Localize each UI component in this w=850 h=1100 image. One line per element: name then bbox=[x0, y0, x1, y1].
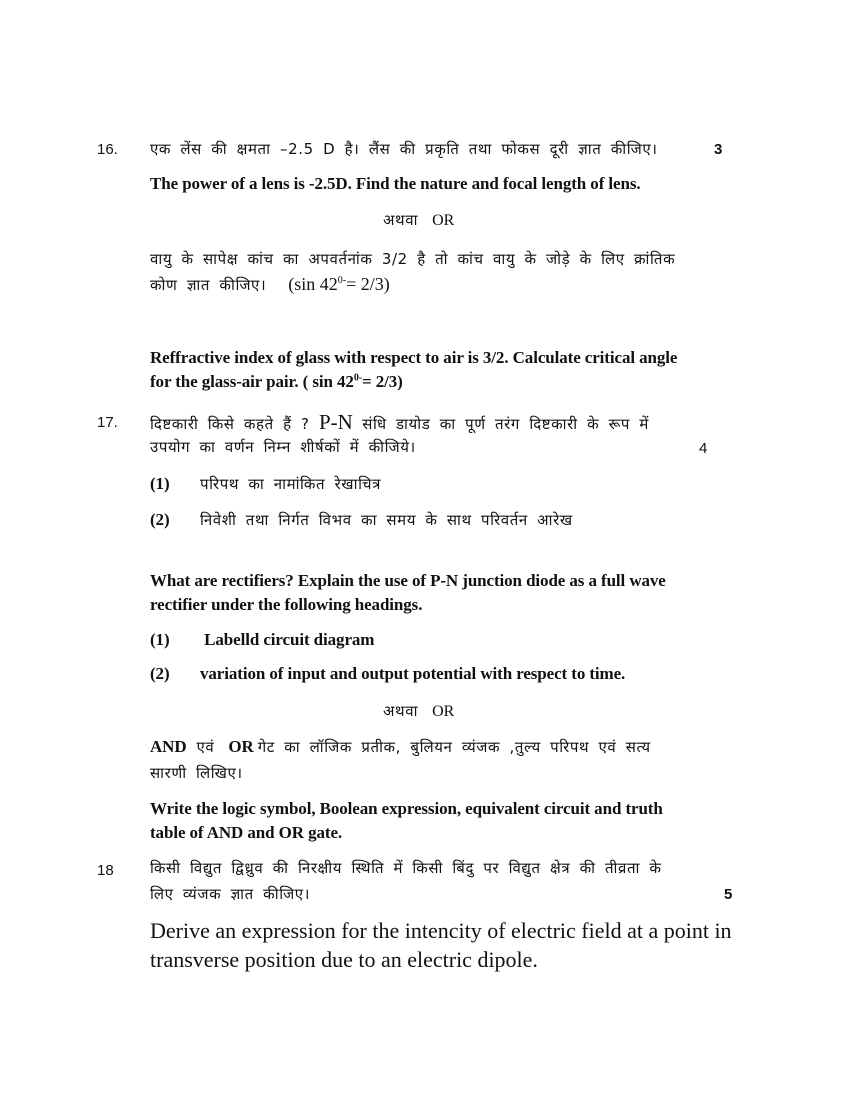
alt-question-english-line2: for the glass-air pair. ( $\sin 42^{0-}= 2/3$) bbox=[150, 372, 403, 391]
marks-label: 5 bbox=[724, 886, 733, 903]
english-subitem: (2) variation of input and output potential with respect to time. bbox=[150, 664, 626, 683]
alt-question-hindi-line2 bbox=[150, 274, 390, 295]
question-hindi-line1: किसी विद्युत द्विध्रुव की निरक्षीय स्थिति में किसी बिंदु पर विद्युत क्षेत्र की तीव्रता के bbox=[150, 859, 662, 877]
question-hindi-line2: उपयोग का वर्णन निम्न शीर्षकों में कीजिये। bbox=[150, 438, 416, 456]
hindi-subitem: (1) परिपथ का नामांकित रेखाचित्र bbox=[150, 474, 381, 493]
or-separator bbox=[383, 210, 454, 230]
alt-question-hindi-line1: वायु के सापेक्ष कांच का अपवर्तनांक 3/2 है तो कांच वायु के जोड़े के लिए क्रांतिक bbox=[150, 250, 676, 268]
alt-question-english-line2: table of AND and OR gate. bbox=[150, 823, 343, 842]
question-english-line2: rectifier under the following headings. bbox=[150, 595, 423, 614]
question-number: 16. bbox=[97, 141, 118, 158]
or-separator bbox=[383, 701, 454, 721]
question-number: 18 bbox=[97, 862, 114, 879]
or-hindi: अथवा bbox=[383, 702, 419, 720]
question-hindi-line1: दिष्टकारी किसे कहते हैं ? P-N संधि डायोड का पूर्ण तरंग दिष्टकारी के रूप में bbox=[150, 410, 649, 434]
or-english: OR bbox=[432, 703, 455, 720]
or-hindi: अथवा bbox=[383, 211, 419, 229]
question-english-line1: Derive an expression for the intencity of electric field at a point in bbox=[150, 918, 732, 943]
or-english: OR bbox=[432, 212, 455, 229]
english-subitem: (1) Labelld circuit diagram bbox=[150, 630, 375, 649]
alt-question-hindi-line2: सारणी लिखिए। bbox=[150, 764, 243, 782]
alt-hindi-text: कोण ज्ञात कीजिए। bbox=[150, 276, 267, 294]
formula: (sin $42^{0-}= 2/3$) bbox=[288, 274, 390, 294]
alt-question-english-line1: Reffractive index of glass with respect to air is 3/2. Calculate critical angle bbox=[150, 348, 678, 367]
marks-label: 4 bbox=[699, 440, 708, 457]
alt-question-english-line1: Write the logic symbol, Boolean expression, equivalent circuit and truth bbox=[150, 799, 663, 818]
question-number: 17. bbox=[97, 414, 118, 431]
question-english-line2: transverse position due to an electric dipole. bbox=[150, 947, 538, 972]
alt-question-hindi-line1: AND एवं OR गेट का लॉजिक प्रतीक, बुलियन व्यंजक ,तुल्य परिपथ एवं सत्य bbox=[150, 737, 651, 756]
hindi-subitem: (2) निवेशी तथा निर्गत विभव का समय के साथ परिवर्तन आरेख bbox=[150, 510, 573, 529]
marks-label: 3 bbox=[714, 141, 723, 158]
question-hindi-line2: लिए व्यंजक ज्ञात कीजिए। bbox=[150, 885, 310, 903]
question-hindi-text: एक लेंस की क्षमता –2.5 D है। लैंस की प्रकृति तथा फोकस दूरी ज्ञात कीजिए। bbox=[150, 140, 658, 158]
question-english-text: The power of a lens is -2.5D. Find the nature and focal length of lens. bbox=[150, 174, 641, 193]
question-english-line1: What are rectifiers? Explain the use of P-N junction diode as a full wave bbox=[150, 571, 666, 590]
